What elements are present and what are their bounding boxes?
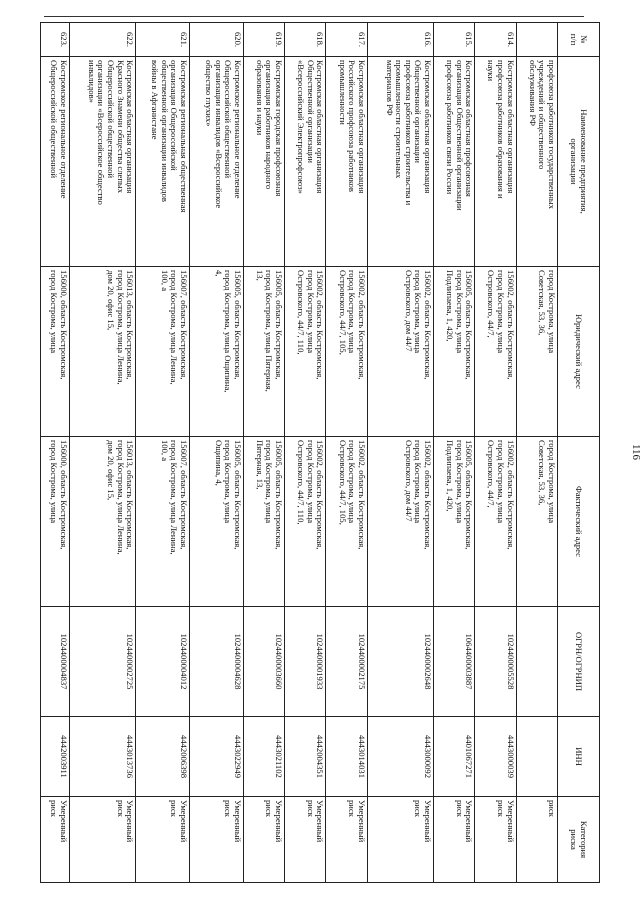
table-row <box>243 23 284 883</box>
cell-org-name: Костромская региональная общественная организация Общероссийской общественной организации инвалидов войны в Афганистане <box>136 57 190 267</box>
cell-risk-category: Умеренный риск <box>475 797 516 883</box>
cell-row-num: 616. <box>367 23 433 57</box>
cell-actual-address: 156005, область Костромская, город Кострома, улица Пятерная, 13, <box>243 437 284 607</box>
cell-legal-address: 156007, область Костромская, город Кострома, улица Ленина, 100, а <box>136 267 190 437</box>
cell-row-num: 623. <box>41 23 70 57</box>
cell-inn: 4443022949 <box>189 717 243 797</box>
header-inn: ИНН <box>558 717 600 797</box>
cell-risk-category: Умеренный риск <box>136 797 190 883</box>
cell-risk-category: Умеренный риск <box>189 797 243 883</box>
cell-row-num: 615. <box>434 23 475 57</box>
table-row <box>475 23 516 883</box>
table-row <box>189 23 243 883</box>
cell-legal-address: 156002, область Костромская, город Кострома, улица Островского, 44/7, 110, <box>285 267 326 437</box>
cell-actual-address: 156002, область Костромская, город Кострома, улица Островского, 44/7, 110, <box>285 437 326 607</box>
page-number: 116 <box>630 443 642 461</box>
cell-risk-category: Умеренный риск <box>243 797 284 883</box>
cell-inn: 4443013736 <box>69 717 135 797</box>
cell-ogrn: 1024400004628 <box>189 607 243 717</box>
cell-actual-address: город Кострома, улица Советская, 53, 36, <box>516 437 557 607</box>
cell-inn: 4443000039 <box>475 717 516 797</box>
cell-org-name: Костромская областная организация Красного Знамени общества слепых Общероссийской общественной организации «Всероссийское общество инвалидов» <box>69 57 135 267</box>
cell-legal-address: 156013, область Костромская, город Кострома, улица Ленина, дом 20, офис 15, <box>69 267 135 437</box>
cell-row-num: 621. <box>136 23 190 57</box>
cell-row-num: 614. <box>475 23 516 57</box>
header-num: № п/п <box>558 23 600 57</box>
header-legal-address: Юридический адрес <box>558 267 600 437</box>
table-row <box>285 23 326 883</box>
cell-actual-address: 156002, область Костромская, город Кострома, улица Островского, дом 44/7 <box>367 437 433 607</box>
cell-org-name: профсоюза работников государственных учреждений и общественного обслуживания РФ <box>516 57 557 267</box>
cell-org-name: Костромская областная профсоюзная организация Общественной организации профсоюза работников связи России <box>434 57 475 267</box>
rotated-table-page <box>40 22 642 882</box>
table-row <box>136 23 190 883</box>
cell-row-num: 617. <box>326 23 367 57</box>
cell-ogrn: 1024400002175 <box>326 607 367 717</box>
cell-inn: 4443014031 <box>326 717 367 797</box>
cell-risk-category: Умеренный риск <box>367 797 433 883</box>
cell-ogrn: 1024400004837 <box>41 607 70 717</box>
cell-legal-address: 156002, область Костромская, город Кострома, улица Островского, дом 44/7 <box>367 267 433 437</box>
cell-row-num: 619. <box>243 23 284 57</box>
organizations-table <box>40 22 600 883</box>
cell-risk-category: Умеренный риск <box>434 797 475 883</box>
cell-legal-address: 156005, область Костромская, город Кострома, улица Ощипина, 4, <box>189 267 243 437</box>
table-header-row <box>558 23 600 883</box>
cell-ogrn: 1024400003660 <box>243 607 284 717</box>
cell-org-name: Костромское региональное отделение Общероссийской общественной <box>41 57 70 267</box>
cell-org-name: Костромская областная организация Общественной организации профсоюза работников строительства и промышленности строительных материалов РФ <box>367 57 433 267</box>
cell-org-name: Костромская областная организация профсоюза работников образования и науки <box>475 57 516 267</box>
cell-inn: 4443021102 <box>243 717 284 797</box>
cell-actual-address: 156002, область Костромская, город Кострома, улица Островского, 44/7, <box>475 437 516 607</box>
cell-inn: 4442003911 <box>41 717 70 797</box>
cell-ogrn: 1064400003887 <box>434 607 475 717</box>
cell-org-name: Костромская городская профсоюзная организация работников народного образования и науки <box>243 57 284 267</box>
cell-legal-address: 156002, область Костромская, город Кострома, улица Островского, 44/7, 105, <box>326 267 367 437</box>
cell-ogrn: 1024400002725 <box>69 607 135 717</box>
cell-ogrn: 1024400002648 <box>367 607 433 717</box>
cell-risk-category: Умеренный риск <box>69 797 135 883</box>
table-body <box>41 23 558 883</box>
cell-risk-category: Умеренный риск <box>326 797 367 883</box>
cell-row-num: 620. <box>189 23 243 57</box>
cell-inn: 4442004351 <box>285 717 326 797</box>
header-ogrn: ОГРН/ОГРНИП <box>558 607 600 717</box>
cell-legal-address: 156005, область Костромская, город Кострома, улица Пятерная, 13, <box>243 267 284 437</box>
cell-legal-address: 156005, область Костромская, город Кострома, улица Подлипаева, 1, 420, <box>434 267 475 437</box>
cell-row-num: 618. <box>285 23 326 57</box>
cell-risk-category: риск <box>516 797 557 883</box>
cell-actual-address: 156000, область Костромская, город Кострома, улица <box>41 437 70 607</box>
cell-ogrn: 1024400005528 <box>475 607 516 717</box>
cell-inn <box>516 717 557 797</box>
cell-row-num: 622. <box>69 23 135 57</box>
top-divider <box>44 16 584 17</box>
cell-ogrn <box>516 607 557 717</box>
table-row <box>41 23 70 883</box>
cell-org-name: Костромская областная организация Российского профсоюза работников промышленности <box>326 57 367 267</box>
cell-risk-category: Умеренный риск <box>285 797 326 883</box>
cell-ogrn: 1024400001933 <box>285 607 326 717</box>
table-row <box>434 23 475 883</box>
cell-actual-address: 156005, область Костромская, город Кострома, улица Подлипаева, 1, 420, <box>434 437 475 607</box>
cell-actual-address: 156007, область Костромская, город Кострома, улица Ленина, 100, а <box>136 437 190 607</box>
cell-actual-address: 156005, область Костромская, город Кострома, улица Ощипина, 4, <box>189 437 243 607</box>
cell-inn: 4443000092 <box>367 717 433 797</box>
cell-ogrn: 1024400004012 <box>136 607 190 717</box>
cell-inn: 4401067271 <box>434 717 475 797</box>
header-risk: Категория риска <box>558 797 600 883</box>
cell-legal-address: город Кострома, улица Советская, 53, 36, <box>516 267 557 437</box>
cell-risk-category: Умеренный риск <box>41 797 70 883</box>
cell-actual-address: 156002, область Костромская, город Кострома, улица Островского, 44/7, 105, <box>326 437 367 607</box>
table-row <box>326 23 367 883</box>
cell-org-name: Костромская областная организация Общественной организации «Всероссийский Электропрофсоюз» <box>285 57 326 267</box>
table-row <box>69 23 135 883</box>
cell-row-num <box>516 23 557 57</box>
cell-actual-address: 156013, область Костромская, город Кострома, улица Ленина, дом 20, офис 15, <box>69 437 135 607</box>
table-row <box>516 23 557 883</box>
cell-legal-address: 156000, область Костромская, город Кострома, улица <box>41 267 70 437</box>
table-row <box>367 23 433 883</box>
header-actual-address: Фактический адрес <box>558 437 600 607</box>
cell-org-name: Костромское региональное отделение Общероссийской общественной организации инвалидов «Всероссийское общество глухих» <box>189 57 243 267</box>
cell-legal-address: 156002, область Костромская, город Кострома, улица Островского, 44/7, <box>475 267 516 437</box>
header-name: Наименование предприятия, организации <box>558 57 600 267</box>
cell-inn: 4442006398 <box>136 717 190 797</box>
